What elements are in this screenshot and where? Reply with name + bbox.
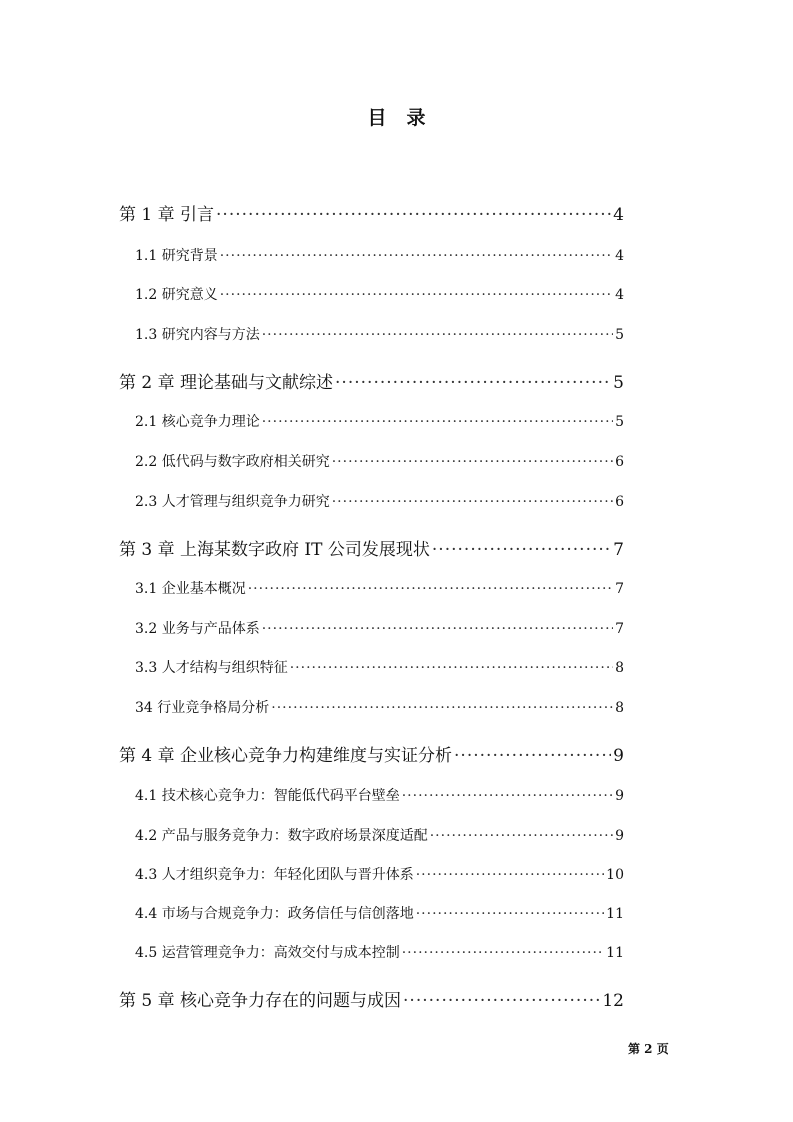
toc-entry-page: 4 <box>615 248 624 264</box>
toc-entry-label: 4.2 产品与服务竞争力：数字政府场景深度适配 <box>135 828 428 844</box>
toc-entry-page: 9 <box>615 788 624 804</box>
toc-entry-page: 7 <box>615 621 624 637</box>
toc-section-entry[interactable] <box>0 864 793 884</box>
toc-entry-label: 第 4 章 企业核心竞争力构建维度与实证分析 <box>119 746 453 766</box>
toc-dot-leader <box>220 287 613 303</box>
toc-dot-leader <box>332 494 613 510</box>
toc-entry-page: 8 <box>615 700 624 716</box>
toc-entry-page: 9 <box>613 746 624 766</box>
toc-section-entry[interactable] <box>0 903 793 923</box>
toc-dot-leader <box>432 540 611 560</box>
toc-section-entry[interactable] <box>0 825 793 845</box>
toc-section-entry[interactable] <box>0 578 793 598</box>
toc-entry-label: 4.4 市场与合规竞争力：政务信任与信创落地 <box>135 906 414 922</box>
toc-entry-page: 9 <box>615 828 624 844</box>
toc-entry-page: 5 <box>613 373 624 393</box>
toc-dot-leader <box>262 621 613 637</box>
toc-entry-label: 2.1 核心竞争力理论 <box>135 414 260 430</box>
toc-entry-label: 4.5 运营管理竞争力：高效交付与成本控制 <box>135 945 400 961</box>
toc-entry-page: 11 <box>606 945 624 961</box>
toc-dot-leader <box>402 788 613 804</box>
toc-entry-label: 1.1 研究背景 <box>135 248 218 264</box>
toc-section-entry[interactable] <box>0 451 793 471</box>
toc-entry-label: 第 3 章 上海某数字政府 IT 公司发展现状 <box>119 540 430 560</box>
toc-entry-page: 10 <box>606 867 624 883</box>
toc-entry-page: 8 <box>615 660 624 676</box>
toc-entry-page: 11 <box>606 906 624 922</box>
toc-entry-page: 5 <box>615 327 624 343</box>
toc-dot-leader <box>430 828 613 844</box>
toc-section-entry[interactable] <box>0 618 793 638</box>
toc-entry-label: 4.1 技术核心竞争力：智能低代码平台壁垒 <box>135 788 400 804</box>
toc-dot-leader <box>248 581 613 597</box>
toc-dot-leader <box>335 373 611 393</box>
toc-entry-label: 3.3 人才结构与组织特征 <box>135 660 288 676</box>
toc-section-entry[interactable] <box>0 324 793 344</box>
toc-dot-leader <box>454 746 611 766</box>
toc-entry-page: 7 <box>615 581 624 597</box>
toc-chapter-entry[interactable] <box>0 986 793 1011</box>
toc-section-entry[interactable] <box>0 657 793 677</box>
toc-entry-label: 第 2 章 理论基础与文献综述 <box>119 373 334 393</box>
toc-entry-page: 7 <box>613 540 624 560</box>
toc-section-entry[interactable] <box>0 284 793 304</box>
toc-dot-leader <box>332 454 613 470</box>
toc-dot-leader <box>416 906 604 922</box>
toc-dot-leader <box>271 700 613 716</box>
toc-dot-leader <box>403 991 600 1011</box>
toc-entry-label: 4.3 人才组织竞争力：年轻化团队与晋升体系 <box>135 867 414 883</box>
toc-section-entry[interactable] <box>0 785 793 805</box>
toc-entry-label: 1.2 研究意义 <box>135 287 218 303</box>
toc-dot-leader <box>220 248 613 264</box>
toc-entry-label: 34 行业竞争格局分析 <box>135 700 270 716</box>
toc-section-entry[interactable] <box>0 411 793 431</box>
toc-chapter-entry[interactable] <box>0 368 793 393</box>
toc-section-entry[interactable] <box>0 942 793 962</box>
toc-entry-label: 3.1 企业基本概况 <box>135 581 246 597</box>
toc-dot-leader <box>416 867 604 883</box>
toc-dot-leader <box>262 327 613 343</box>
toc-chapter-entry[interactable] <box>0 200 793 225</box>
toc-section-entry[interactable] <box>0 245 793 265</box>
toc-entry-page: 12 <box>602 991 624 1011</box>
toc-entry-label: 3.2 业务与产品体系 <box>135 621 260 637</box>
toc-dot-leader <box>402 945 604 961</box>
toc-entry-label: 2.3 人才管理与组织竞争力研究 <box>135 494 330 510</box>
toc-entry-page: 6 <box>615 494 624 510</box>
toc-dot-leader <box>262 414 613 430</box>
toc-title: 目录 <box>367 107 446 129</box>
toc-chapter-entry[interactable] <box>0 741 793 766</box>
toc-section-entry[interactable] <box>0 697 793 717</box>
toc-entry-label: 1.3 研究内容与方法 <box>135 327 260 343</box>
toc-entry-page: 4 <box>613 205 624 225</box>
toc-section-entry[interactable] <box>0 491 793 511</box>
toc-entry-page: 4 <box>615 287 624 303</box>
toc-dot-leader <box>216 205 611 225</box>
toc-dot-leader <box>290 660 613 676</box>
toc-entry-page: 5 <box>615 414 624 430</box>
toc-entry-label: 第 5 章 核心竞争力存在的问题与成因 <box>119 991 402 1011</box>
toc-chapter-entry[interactable] <box>0 535 793 560</box>
page-footer: 第 2 页 <box>628 1042 669 1056</box>
toc-entry-page: 6 <box>615 454 624 470</box>
toc-entry-label: 2.2 低代码与数字政府相关研究 <box>135 454 330 470</box>
toc-entry-label: 第 1 章 引言 <box>119 205 215 225</box>
